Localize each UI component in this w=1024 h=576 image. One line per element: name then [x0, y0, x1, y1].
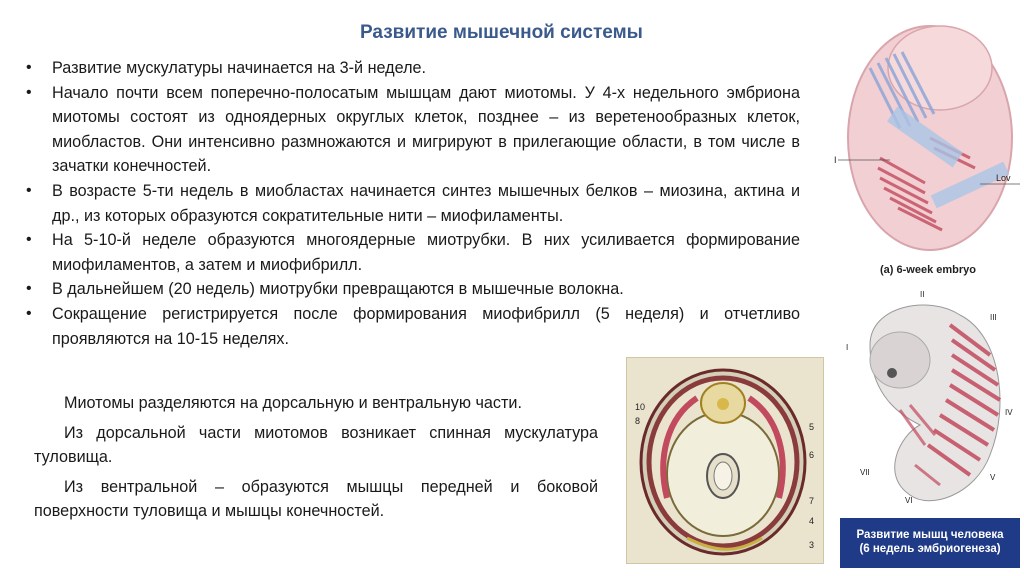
paragraph: Миотомы разделяются на дорсальную и вентральную части. — [64, 394, 522, 412]
bullet-item — [20, 56, 800, 81]
bullet-dot-icon: • — [26, 304, 32, 322]
bullet-item — [20, 81, 800, 179]
figure-b-label: I — [846, 343, 849, 352]
figure-b-caption-line1: Развитие мышц человека — [856, 529, 1004, 541]
embryo-muscles-illustration — [840, 285, 1020, 515]
bullet-text: Начало почти всем поперечно-полосатым мышцам дают миотомы. У 4-х недельного эмбриона миотомы состоят из одноядерных округлых клеток, позднее – из веретенообразных клеток, миобластов. Они интенсивно размножаются и мигрируют в прилегающие области, в том числе в зачатки конечностей. — [52, 83, 800, 176]
paragraph: Из вентральной – образуются мышцы передней и боковой поверхности туловища и мышцы конечностей. — [34, 477, 598, 521]
figure-b-label: IV — [1005, 408, 1013, 417]
figure-b-caption-line2: (6 недель эмбриогенеза) — [859, 543, 1001, 555]
figure-c-label: 8 — [635, 416, 641, 426]
figure-c-label: 5 — [809, 422, 815, 432]
embryo-cross-section-illustration — [626, 357, 824, 564]
bullet-item — [20, 179, 800, 228]
bullet-item — [20, 302, 800, 351]
bullet-dot-icon: • — [26, 59, 32, 76]
figure-c-label: 6 — [809, 450, 815, 460]
bullet-dot-icon: • — [26, 83, 32, 101]
figure-a-caption: (a) 6-week embryo — [880, 264, 976, 276]
bullet-text: На 5-10-й неделе образуются многоядерные миотрубки. В них усиливается формирование миофиламентов, а затем и миофибрилл. — [52, 231, 800, 274]
bullet-dot-icon: • — [26, 231, 32, 249]
figure-b-label: V — [990, 473, 996, 482]
bullet-text: Развитие мускулатуры начинается на 3-й неделе. — [52, 59, 427, 77]
slide-title: Развитие мышечной системы — [360, 22, 643, 43]
figure-b-label: II — [920, 290, 925, 299]
bullet-text: В возрасте 5-ти недель в миобластах начинается синтез мышечных белков – миозина, актина и др., из которых образуются сократительные нити – миофиламенты. — [52, 181, 800, 225]
bullet-text: Сокращение регистрируется после формирования миофибрилл (5 неделя) и отчетливо проявляются на 10-15 неделях. — [52, 304, 800, 348]
figure-c-label: 4 — [809, 516, 815, 526]
bullet-list — [20, 56, 800, 351]
bullet-dot-icon: • — [26, 280, 32, 298]
figure-b-label: VII — [860, 468, 870, 477]
bullet-text: В дальнейшем (20 недель) миотрубки превращаются в мышечные волокна. — [52, 280, 624, 299]
paragraph: Из дорсальной части миотомов возникает спинная мускулатура туловища. — [34, 423, 598, 467]
bullet-dot-icon: • — [26, 181, 32, 199]
myotome-paragraphs — [34, 391, 598, 529]
figure-b-caption — [840, 518, 1020, 568]
embryo-6week-illustration — [830, 8, 1024, 278]
figure-b-label: VI — [905, 496, 913, 505]
figure-b-label: III — [990, 313, 997, 322]
bullet-item — [20, 228, 800, 277]
figure-a-label-left: I — [834, 155, 837, 165]
figure-a-label-right: Lov — [996, 173, 1011, 183]
bullet-item — [20, 277, 800, 302]
figure-c-label: 7 — [809, 496, 815, 506]
figure-c-label: 3 — [809, 540, 815, 550]
figure-c-label: 10 — [635, 402, 646, 412]
